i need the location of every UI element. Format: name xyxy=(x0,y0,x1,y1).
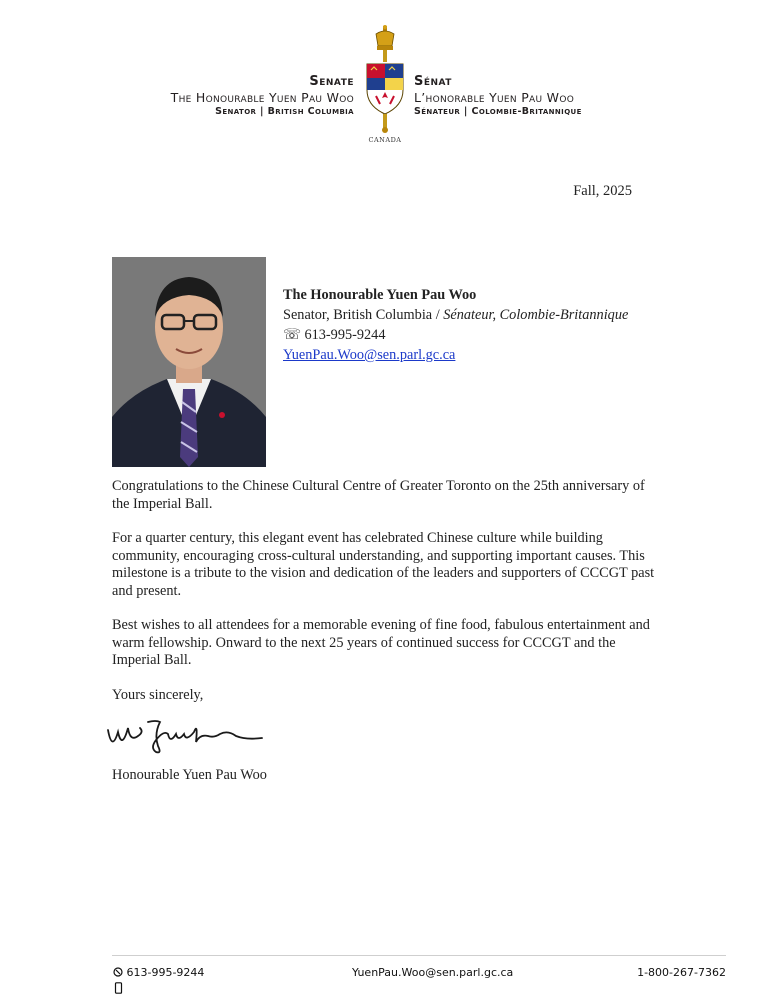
letterhead-english xyxy=(171,74,354,118)
contact-title: Senator, British Columbia / Sénateur, Colombie-Britannique xyxy=(283,307,629,323)
footer-divider xyxy=(112,955,726,956)
phone-icon: ☏ xyxy=(283,327,301,343)
senator-portrait-photo xyxy=(112,257,266,467)
paragraph-3: Best wishes to all attendees for a memorable evening of fine food, fabulous entertainment and warm fellowship. Onward to the next 25 years of continued success for CCCGT and the Imperial Ball. xyxy=(112,617,650,668)
closing: Yours sincerely, xyxy=(112,686,204,703)
senate-label-en: Senate xyxy=(309,74,354,89)
senator-name-fr: L’honorable Yuen Pau Woo xyxy=(414,90,575,106)
crest-caption: CANADA xyxy=(368,136,402,144)
mobile-phone-icon xyxy=(114,982,123,994)
paragraph-1: Congratulations to the Chinese Cultural Centre of Greater Toronto on the 25th anniversary of the Imperial Ball. xyxy=(112,478,645,512)
footer-phone xyxy=(113,966,204,979)
contact-title-fr: Sénateur, Colombie-Britannique xyxy=(443,307,629,323)
contact-phone-row xyxy=(283,325,628,345)
senate-crest-icon xyxy=(362,24,408,136)
senator-role-fr: Sénateur | Colombie-Britannique xyxy=(414,105,582,117)
senator-name-en: The Honourable Yuen Pau Woo xyxy=(170,90,354,106)
contact-name: The Honourable Yuen Pau Woo xyxy=(283,287,477,303)
signed-name: Honourable Yuen Pau Woo xyxy=(112,767,267,783)
letter-date: Fall, 2025 xyxy=(573,183,632,199)
letterhead-french xyxy=(414,74,582,118)
handwritten-signature xyxy=(104,712,269,756)
senator-role-en: Senator | British Columbia xyxy=(215,105,354,117)
contact-email-link[interactable]: YuenPau.Woo@sen.parl.gc.ca xyxy=(283,347,456,363)
footer-phone-text: 613-995-9244 xyxy=(126,966,205,979)
letter-body xyxy=(112,478,662,721)
footer-email: YuenPau.Woo@sen.parl.gc.ca xyxy=(352,966,514,979)
contact-block xyxy=(283,285,628,365)
senate-label-fr: Sénat xyxy=(414,74,452,89)
phone-icon xyxy=(113,967,123,977)
contact-phone: 613-995-9244 xyxy=(300,327,386,343)
footer-toll-free: 1-800-267-7362 xyxy=(637,966,726,979)
paragraph-2: For a quarter century, this elegant event has celebrated Chinese culture while building community, encouraging cross-cultural understanding, and supporting important causes. This milestone is a tribute to the vision and dedication of the leaders and supporters of CCCGT past and present. xyxy=(112,530,655,599)
